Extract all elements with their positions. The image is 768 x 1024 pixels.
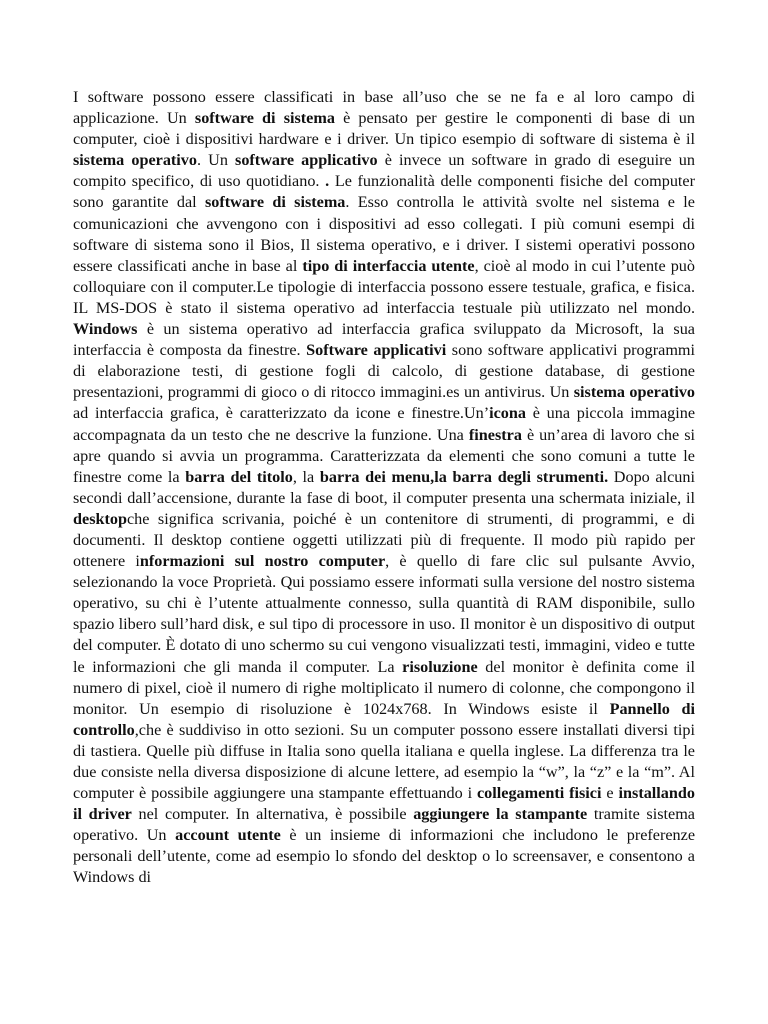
text-run: ad interfaccia grafica, è caratterizzato da icone e finestre.Un’ [73, 404, 490, 423]
text-run: , la [292, 467, 320, 486]
bold-term: tipo di interfaccia utente [302, 256, 475, 275]
bold-term: Software applicativi [306, 341, 447, 360]
text-run: , cioè al modo in cui l’utente può colloquiare con il computer.Le tipologie di interfaccia possono essere testuale, grafica, e fisica. IL MS-DOS è stato il sistema operativo ad interfaccia testuale più utilizzato nel mondo. [73, 256, 695, 317]
bold-term: sistema operativo [73, 151, 197, 170]
text-run: nel computer. In alternativa, è possibile [131, 805, 414, 824]
bold-term: software applicativo [235, 151, 378, 170]
text-run: sono software applicativi programmi di elaborazione testi, di gestione fogli di calcolo, di gestione database, di gestione presentazioni, programmi di gioco o di ritocco immagini.es un antivirus. Un [73, 341, 695, 402]
bold-term: account utente [175, 826, 281, 845]
text-run: , è quello di fare clic sul pulsante Avvio, selezionando la voce Proprietà. Qui possiamo essere informati sulla versione del nostro sistema operativo, su chi è l’utente attualmente connesso, sulla quantità di RAM disponibile, sullo spazio libero sull’hard disk, e sul tipo di processore in uso. Il monitor è un dispositivo di output del computer. È dotato di uno schermo su cui vengono visualizzati testi, immagini, video e tutte le informazioni che gli manda il computer. La [73, 552, 695, 676]
text-run: ,che è suddiviso in otto sezioni. Su un computer possono essere installati diversi tipi di tastiera. Quelle più diffuse in Italia sono quella italiana e quella inglese. La differenza tra le due consiste nella diversa disposizione di alcune lettere, ad esempio la “w”, la “z” e la “m”. Al computer è possibile aggiungere una stampante effettuando i [73, 720, 695, 803]
text-run: Le funzionalità delle componenti fisiche del computer sono garantite dal [73, 172, 696, 212]
bold-term: barra del titolo [185, 467, 293, 486]
bold-term: desktop [73, 509, 127, 528]
bold-term: aggiungere la stampante [413, 805, 588, 824]
text-run: e [601, 784, 619, 803]
bold-term: software di sistema [194, 109, 335, 128]
text-run: . Un [196, 151, 236, 170]
text-run: è invece un software in grado di eseguire un compito specifico, di uso quotidiano. [73, 151, 695, 191]
bold-term: nformazioni sul nostro computer [139, 552, 386, 571]
text-run: è pensato per gestire le componenti di base di un computer, cioè i dispositivi hardware e i driver. Un tipico esempio di software di sistema è il [73, 109, 695, 149]
text-run: del monitor è definita come il numero di pixel, cioè il numero di righe moltiplicato il numero di colonne, che compongono il monitor. Un esempio di risoluzione è 1024x768. In Windows esiste il [73, 657, 695, 718]
bold-term: sistema operativo [573, 383, 696, 402]
bold-term: icona [489, 404, 526, 423]
bold-term: barra dei menu,la barra degli strumenti. [319, 467, 609, 486]
text-run: Dopo alcuni secondi dall’accensione, durante la fase di boot, il computer presenta una schermata iniziale, il [73, 467, 695, 507]
bold-term: finestra [468, 425, 522, 444]
bold-term: collegamenti fisici [477, 784, 602, 803]
bold-term: installando il driver [73, 784, 695, 824]
text-run: . Esso controlla le attività svolte nel sistema e le comunicazioni che avvengono con i dispositivi ad esso collegati. I più comuni esempi di software di sistema sono il Bios, Il sistema operativo, e i driver. I sistemi operativi possono essere classificati anche in base al [73, 193, 695, 275]
body-paragraph [73, 87, 695, 889]
bold-term: risoluzione [402, 657, 478, 676]
bold-term: Pannello di controllo [73, 699, 695, 739]
bold-term: software di sistema [204, 193, 346, 212]
text-run: è un insieme di informazioni che includono le preferenze personali dell’utente, come ad esempio lo sfondo del desktop o lo screensaver, e consentono a Windows di [73, 826, 696, 887]
text-run: è un’area di lavoro che si apre quando si avvia un programma. Caratterizzata da elementi che sono comuni a tutte le finestre come la [73, 425, 695, 486]
text-run: I software possono essere classificati in base all’uso che se ne fa e al loro campo di applicazione. Un [73, 88, 695, 128]
text-run: è un sistema operativo ad interfaccia grafica sviluppato da Microsoft, la sua interfaccia è composta da finestre. [73, 320, 695, 360]
text-run: è una piccola immagine accompagnata da un testo che ne descrive la funzione. Una [73, 404, 696, 444]
text-run: che significa scrivania, poiché è un contenitore di strumenti, di programmi, e di documenti. Il desktop contiene oggetti utilizzati più di frequente. Il modo più rapido per ottenere i [73, 509, 695, 571]
bold-term: . [325, 172, 330, 191]
text-run: tramite sistema operativo. Un [73, 805, 695, 845]
bold-term: Windows [73, 320, 138, 339]
